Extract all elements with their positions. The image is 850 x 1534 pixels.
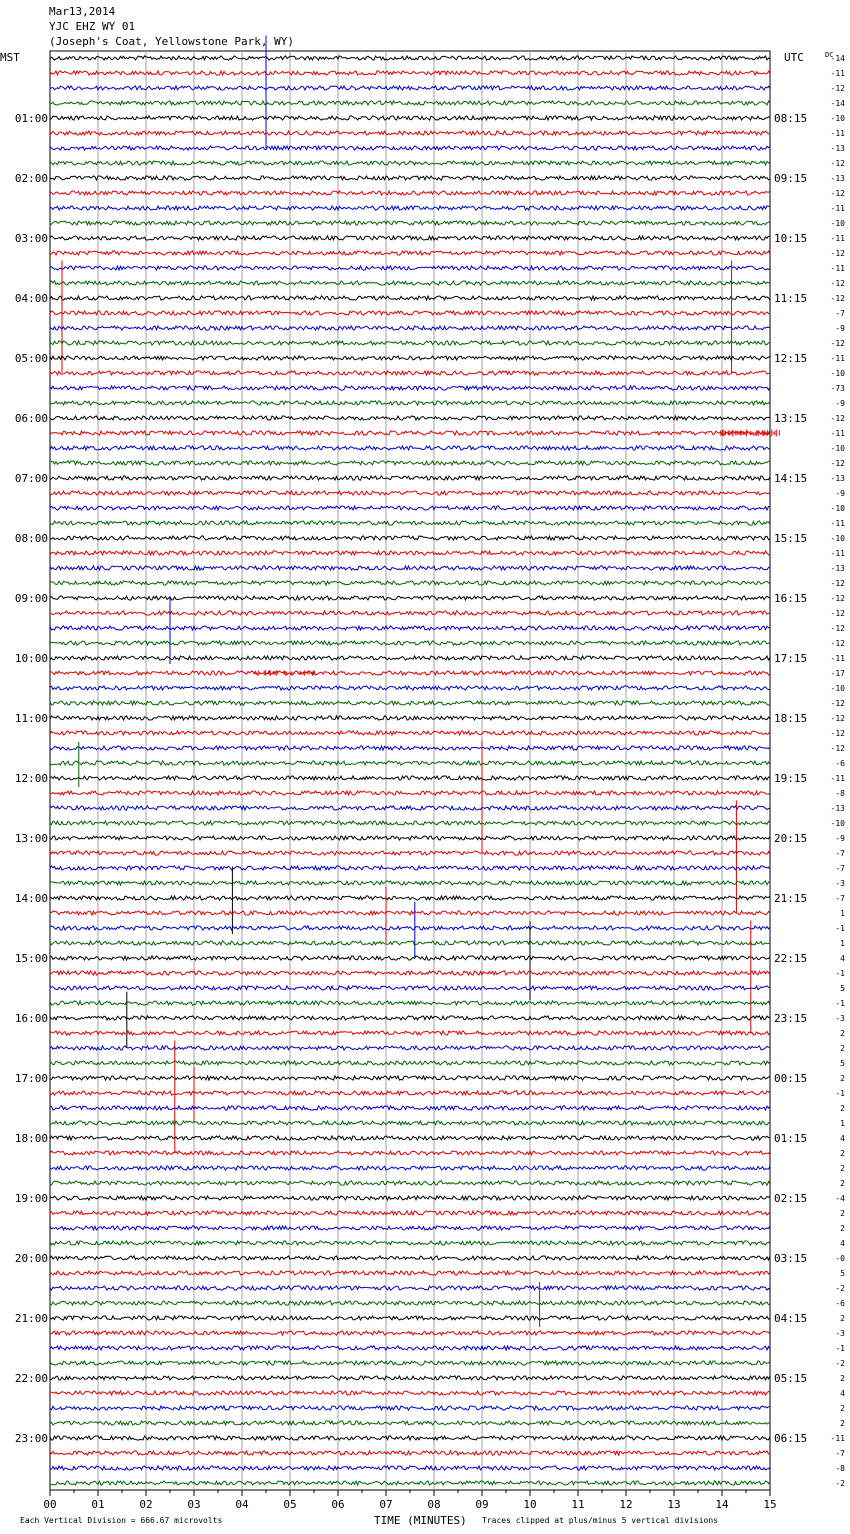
dc-column-label: DC <box>825 51 834 59</box>
seismic-trace <box>50 902 770 958</box>
seismic-trace <box>50 430 779 437</box>
utc-hour-label: 21:15 <box>774 892 808 905</box>
seismic-trace <box>50 206 770 210</box>
seismic-trace <box>50 801 770 914</box>
x-tick-label: 15 <box>763 1498 777 1511</box>
dc-offset-label: 2 <box>840 1374 845 1383</box>
mst-hour-label: 16:00 <box>14 1012 48 1025</box>
dc-offset-label: 4 <box>840 1389 845 1398</box>
seismic-trace <box>50 521 770 525</box>
mst-hour-label: 02:00 <box>14 172 48 185</box>
seismic-trace <box>50 1241 770 1245</box>
seismic-trace <box>50 371 770 375</box>
dc-offset-label: -12 <box>830 579 845 588</box>
seismic-trace <box>50 251 770 255</box>
dc-offset-label: -10 <box>830 219 845 228</box>
dc-offset-label: -12 <box>830 744 845 753</box>
dc-offset-label: -3 <box>835 879 845 888</box>
dc-offset-label: -10 <box>830 444 845 453</box>
x-tick-label: 00 <box>43 1498 57 1511</box>
mst-hour-label: 06:00 <box>14 412 48 425</box>
seismic-trace <box>50 536 770 540</box>
dc-offset-label: -12 <box>830 84 845 93</box>
mst-hour-label: 17:00 <box>14 1072 48 1085</box>
mst-hour-label: 01:00 <box>14 112 48 125</box>
dc-offset-label: -8 <box>835 789 845 798</box>
dc-offset-label: -10 <box>830 684 845 693</box>
dc-offset-label: -3 <box>835 1014 845 1023</box>
dc-offset-label: -13 <box>830 474 845 483</box>
dc-offset-label: -12 <box>830 459 845 468</box>
dc-offset-label: 2 <box>840 1314 845 1323</box>
seismic-trace <box>50 716 770 720</box>
seismic-trace <box>50 1271 770 1275</box>
seismic-trace <box>50 71 770 75</box>
dc-offset-label: -13 <box>830 174 845 183</box>
dc-offset-label: -2 <box>835 1284 845 1293</box>
x-tick-label: 13 <box>667 1498 681 1511</box>
dc-offset-label: -13 <box>830 144 845 153</box>
mst-hour-label: 20:00 <box>14 1252 48 1265</box>
seismic-trace <box>50 731 770 735</box>
dc-offset-label: -7 <box>835 864 845 873</box>
dc-offset-label: -12 <box>830 729 845 738</box>
utc-hour-label: 22:15 <box>774 952 808 965</box>
seismic-trace <box>50 341 770 345</box>
dc-offset-label: -10 <box>830 114 845 123</box>
utc-hour-label: 18:15 <box>774 712 808 725</box>
dc-offset-label: -12 <box>830 594 845 603</box>
seismic-trace <box>50 221 770 225</box>
dc-offset-label: -13 <box>830 564 845 573</box>
dc-offset-label: 4 <box>840 1239 845 1248</box>
dc-offset-label: -3 <box>835 1329 845 1338</box>
dc-offset-label: -11 <box>830 1434 845 1443</box>
dc-offset-label: -10 <box>830 819 845 828</box>
dc-offset-label: 2 <box>840 1209 845 1218</box>
seismic-trace <box>50 1346 770 1350</box>
plot-date: Mar13,2014 <box>49 5 116 18</box>
seismic-trace <box>50 1121 770 1125</box>
seismic-trace <box>50 596 770 600</box>
dc-offset-label: -7 <box>835 309 845 318</box>
x-tick-label: 05 <box>283 1498 297 1511</box>
seismic-trace <box>50 1181 770 1185</box>
mst-hour-label: 18:00 <box>14 1132 48 1145</box>
mst-hour-label: 22:00 <box>14 1372 48 1385</box>
seismic-trace <box>50 1136 770 1140</box>
dc-offset-label: -6 <box>835 759 845 768</box>
seismic-trace <box>50 1226 770 1230</box>
seismic-trace <box>50 887 770 943</box>
seismic-trace <box>50 1282 770 1327</box>
dc-offset-label: 1 <box>840 939 845 948</box>
mst-hour-label: 03:00 <box>14 232 48 245</box>
dc-offset-label: -7 <box>835 1449 845 1458</box>
seismic-trace <box>50 116 770 120</box>
seismic-trace <box>50 1256 770 1260</box>
dc-offset-label: -12 <box>830 624 845 633</box>
dc-offset-label: -12 <box>830 339 845 348</box>
dc-offset-label: -9 <box>835 324 845 333</box>
dc-offset-label: 1 <box>840 909 845 918</box>
seismic-trace <box>50 611 770 615</box>
dc-offset-label: -73 <box>830 384 845 393</box>
dc-offset-label: -11 <box>830 774 845 783</box>
dc-offset-label: 4 <box>840 1134 845 1143</box>
dc-offset-label: -12 <box>830 714 845 723</box>
utc-hour-label: 20:15 <box>774 832 808 845</box>
seismic-trace <box>50 146 770 150</box>
seismic-trace <box>50 266 770 270</box>
seismic-trace <box>50 386 770 390</box>
seismic-trace <box>50 686 770 690</box>
seismic-trace <box>50 1166 770 1170</box>
station-name: YJC EHZ WY 01 <box>49 20 136 33</box>
dc-offset-label: 2 <box>840 1179 845 1188</box>
seismic-trace <box>50 597 770 665</box>
dc-offset-label: -1 <box>835 999 845 1008</box>
seismic-trace <box>50 551 770 555</box>
seismic-trace <box>50 296 770 300</box>
utc-hour-label: 08:15 <box>774 112 808 125</box>
seismic-trace <box>50 1106 770 1110</box>
x-tick-label: 02 <box>139 1498 153 1511</box>
seismic-trace <box>50 701 770 705</box>
seismic-trace <box>50 356 770 360</box>
mst-axis-label: MST <box>0 51 20 64</box>
x-tick-label: 11 <box>571 1498 585 1511</box>
dc-offset-label: -11 <box>830 234 845 243</box>
dc-offset-label: -9 <box>835 399 845 408</box>
x-tick-label: 06 <box>331 1498 345 1511</box>
mst-hour-label: 13:00 <box>14 832 48 845</box>
dc-offset-label: -2 <box>835 1359 845 1368</box>
x-tick-label: 04 <box>235 1498 249 1511</box>
seismic-trace <box>50 746 770 750</box>
utc-hour-label: 15:15 <box>774 532 808 545</box>
seismic-trace <box>50 401 770 405</box>
seismic-trace <box>50 506 770 510</box>
dc-offset-label: 2 <box>840 1044 845 1053</box>
dc-offset-label: -12 <box>830 414 845 423</box>
dc-offset-label: 1 <box>840 1119 845 1128</box>
dc-offset-label: -12 <box>830 279 845 288</box>
mst-hour-label: 09:00 <box>14 592 48 605</box>
mst-hour-label: 05:00 <box>14 352 48 365</box>
seismic-trace <box>50 1406 770 1410</box>
seismic-trace <box>50 1361 770 1365</box>
dc-offset-label: -12 <box>830 189 845 198</box>
dc-offset-label: -10 <box>830 369 845 378</box>
seismic-trace <box>50 191 770 195</box>
dc-offset-label: -10 <box>830 504 845 513</box>
seismic-trace <box>50 1001 770 1005</box>
dc-offset-label: -9 <box>835 489 845 498</box>
dc-offset-label: -7 <box>835 894 845 903</box>
dc-offset-label: -11 <box>830 264 845 273</box>
dc-offset-label: 2 <box>840 1029 845 1038</box>
x-tick-label: 08 <box>427 1498 441 1511</box>
x-axis-label: TIME (MINUTES) <box>374 1514 467 1527</box>
dc-offset-label: 2 <box>840 1164 845 1173</box>
seismic-trace <box>50 1421 770 1425</box>
seismic-trace <box>50 491 770 495</box>
seismic-trace <box>50 867 770 935</box>
seismic-trace <box>50 1436 770 1440</box>
dc-offset-label: -12 <box>830 159 845 168</box>
utc-hour-label: 06:15 <box>774 1432 808 1445</box>
utc-hour-label: 03:15 <box>774 1252 808 1265</box>
seismic-trace <box>50 1286 770 1290</box>
dc-offset-label: 2 <box>840 1224 845 1233</box>
seismic-trace <box>50 821 770 825</box>
dc-offset-label: -1 <box>835 969 845 978</box>
utc-hour-label: 16:15 <box>774 592 808 605</box>
mst-hour-label: 15:00 <box>14 952 48 965</box>
seismic-trace <box>50 56 770 60</box>
dc-offset-label: -11 <box>830 429 845 438</box>
x-tick-label: 12 <box>619 1498 633 1511</box>
dc-offset-label: -12 <box>830 609 845 618</box>
dc-offset-label: -7 <box>835 849 845 858</box>
seismic-trace <box>50 776 770 780</box>
utc-hour-label: 14:15 <box>774 472 808 485</box>
seismic-trace <box>50 641 770 645</box>
seismic-trace <box>50 281 770 285</box>
seismic-trace <box>50 806 770 810</box>
mst-hour-label: 21:00 <box>14 1312 48 1325</box>
dc-offset-label: -11 <box>830 519 845 528</box>
seismic-trace <box>50 101 770 105</box>
utc-axis-label: UTC <box>784 51 804 64</box>
mst-hour-label: 19:00 <box>14 1192 48 1205</box>
utc-hour-label: 01:15 <box>774 1132 808 1145</box>
dc-offset-label: 2 <box>840 1104 845 1113</box>
seismic-trace <box>50 446 770 450</box>
dc-offset-label: -1 <box>835 924 845 933</box>
dc-offset-label: -11 <box>830 654 845 663</box>
dc-offset-label: -1 <box>835 1344 845 1353</box>
x-tick-label: 07 <box>379 1498 393 1511</box>
seismic-trace <box>50 941 770 945</box>
seismic-trace <box>50 1451 770 1455</box>
seismic-trace <box>50 236 770 240</box>
dc-offset-label: -10 <box>830 534 845 543</box>
x-tick-label: 01 <box>91 1498 105 1511</box>
seismic-trace <box>50 1046 770 1050</box>
dc-offset-label: -0 <box>835 1254 845 1263</box>
dc-offset-label: 2 <box>840 1419 845 1428</box>
utc-hour-label: 09:15 <box>774 172 808 185</box>
utc-hour-label: 05:15 <box>774 1372 808 1385</box>
seismic-trace <box>50 1376 770 1380</box>
x-tick-label: 03 <box>187 1498 201 1511</box>
mst-hour-label: 10:00 <box>14 652 48 665</box>
dc-offset-label: -12 <box>830 294 845 303</box>
dc-offset-label: 4 <box>840 954 845 963</box>
utc-hour-label: 00:15 <box>774 1072 808 1085</box>
seismic-trace <box>50 476 770 480</box>
x-tick-label: 10 <box>523 1498 537 1511</box>
seismic-trace <box>50 986 770 990</box>
dc-offset-label: -11 <box>830 129 845 138</box>
dc-offset-label: 2 <box>840 1404 845 1413</box>
utc-hour-label: 23:15 <box>774 1012 808 1025</box>
seismic-trace <box>50 866 770 870</box>
seismic-trace <box>50 161 770 165</box>
utc-hour-label: 12:15 <box>774 352 808 365</box>
mst-hour-label: 14:00 <box>14 892 48 905</box>
seismic-trace <box>50 741 770 854</box>
seismic-trace <box>50 1196 770 1200</box>
seismic-trace <box>50 1331 770 1335</box>
seismic-trace <box>50 670 770 676</box>
dc-offset-label: -11 <box>830 204 845 213</box>
seismic-trace <box>50 992 770 1048</box>
seismic-trace <box>50 326 770 330</box>
dc-offset-label: -1 <box>835 1089 845 1098</box>
seismic-trace <box>50 1151 770 1155</box>
seismic-trace <box>50 1391 770 1395</box>
x-tick-label: 14 <box>715 1498 729 1511</box>
mst-hour-label: 12:00 <box>14 772 48 785</box>
dc-offset-label: -14 <box>830 54 845 63</box>
dc-offset-label: -9 <box>835 834 845 843</box>
mst-hour-label: 04:00 <box>14 292 48 305</box>
seismic-trace <box>50 416 770 420</box>
utc-hour-label: 10:15 <box>774 232 808 245</box>
seismic-trace <box>50 881 770 885</box>
dc-offset-label: 5 <box>840 984 845 993</box>
seismic-trace <box>50 131 770 135</box>
dc-offset-label: -13 <box>830 804 845 813</box>
dc-offset-label: -11 <box>830 69 845 78</box>
seismic-trace <box>50 461 770 465</box>
utc-hour-label: 04:15 <box>774 1312 808 1325</box>
dc-offset-label: -11 <box>830 549 845 558</box>
station-location: (Joseph's Coat, Yellowstone Park, WY) <box>49 35 295 48</box>
mst-hour-label: 23:00 <box>14 1432 48 1445</box>
seismic-trace <box>50 1211 770 1215</box>
seismic-trace <box>50 1316 770 1320</box>
clip-note: Traces clipped at plus/minus 5 vertical divisions <box>482 1516 719 1525</box>
mst-hour-label: 08:00 <box>14 532 48 545</box>
utc-hour-label: 17:15 <box>774 652 808 665</box>
x-tick-label: 09 <box>475 1498 489 1511</box>
seismic-trace <box>50 566 770 570</box>
seismic-trace <box>50 1481 770 1485</box>
utc-hour-label: 19:15 <box>774 772 808 785</box>
dc-offset-label: -12 <box>830 639 845 648</box>
dc-offset-label: 5 <box>840 1269 845 1278</box>
dc-offset-label: 5 <box>840 1059 845 1068</box>
dc-offset-label: -12 <box>830 699 845 708</box>
dc-offset-label: -12 <box>830 249 845 258</box>
seismic-trace <box>50 836 770 840</box>
dc-offset-label: -17 <box>830 669 845 678</box>
mst-hour-label: 07:00 <box>14 472 48 485</box>
mst-hour-label: 11:00 <box>14 712 48 725</box>
seismic-trace <box>50 656 770 660</box>
seismic-trace <box>50 1466 770 1470</box>
utc-hour-label: 13:15 <box>774 412 808 425</box>
seismic-trace <box>50 176 770 180</box>
utc-hour-label: 02:15 <box>774 1192 808 1205</box>
utc-hour-label: 11:15 <box>774 292 808 305</box>
dc-offset-label: -14 <box>830 99 845 108</box>
dc-offset-label: -2 <box>835 1479 845 1488</box>
seismic-trace <box>50 1061 770 1065</box>
dc-offset-label: 2 <box>840 1149 845 1158</box>
scale-note: Each Vertical Division = 666.67 microvolts <box>20 1516 223 1525</box>
seismic-trace <box>50 1031 770 1035</box>
dc-offset-label: -8 <box>835 1464 845 1473</box>
dc-offset-label: -4 <box>835 1194 845 1203</box>
seismic-trace <box>50 581 770 585</box>
dc-offset-label: 2 <box>840 1074 845 1083</box>
dc-offset-label: -11 <box>830 354 845 363</box>
seismic-trace <box>50 1076 770 1080</box>
dc-offset-label: -6 <box>835 1299 845 1308</box>
